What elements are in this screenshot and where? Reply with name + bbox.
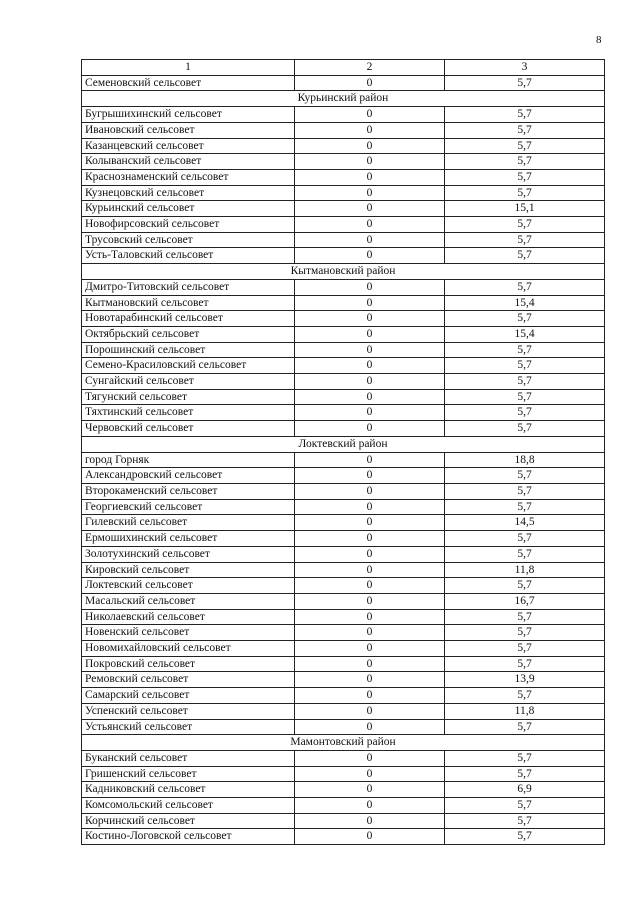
row-col3-cell: 5,7 [445, 122, 605, 138]
row-name-cell: Александровский сельсовет [82, 468, 295, 484]
row-name-cell: Самарский сельсовет [82, 688, 295, 704]
row-col3-cell: 5,7 [445, 138, 605, 154]
district-header-row [82, 735, 605, 751]
row-col3-cell: 14,5 [445, 515, 605, 531]
row-name-cell: Кузнецовский сельсовет [82, 185, 295, 201]
table-row [82, 766, 605, 782]
row-name-cell: Курьинский сельсовет [82, 201, 295, 217]
table-row [82, 326, 605, 342]
row-col2-cell: 0 [295, 279, 445, 295]
row-col3-cell: 5,7 [445, 154, 605, 170]
table-row [82, 641, 605, 657]
row-name-cell: Червовский сельсовет [82, 421, 295, 437]
row-col3-cell: 5,7 [445, 107, 605, 123]
row-name-cell: Колыванский сельсовет [82, 154, 295, 170]
row-col3-cell: 5,7 [445, 641, 605, 657]
row-name-cell: Семено-Красиловский сельсовет [82, 358, 295, 374]
row-col2-cell: 0 [295, 311, 445, 327]
row-name-cell: Тягунский сельсовет [82, 389, 295, 405]
row-col3-cell: 5,7 [445, 185, 605, 201]
table-row [82, 798, 605, 814]
row-col3-cell: 5,7 [445, 358, 605, 374]
district-name: Мамонтовский район [82, 735, 605, 751]
row-col2-cell: 0 [295, 719, 445, 735]
table-row [82, 688, 605, 704]
table-row [82, 609, 605, 625]
row-col3-cell: 5,7 [445, 798, 605, 814]
row-name-cell: Золотухинский сельсовет [82, 546, 295, 562]
row-col2-cell: 0 [295, 546, 445, 562]
table-row [82, 562, 605, 578]
district-header-row [82, 264, 605, 280]
row-col3-cell: 5,7 [445, 483, 605, 499]
row-name-cell: Кытмановский сельсовет [82, 295, 295, 311]
row-name-cell: Октябрьский сельсовет [82, 326, 295, 342]
row-col3-cell: 5,7 [445, 499, 605, 515]
row-col2-cell: 0 [295, 185, 445, 201]
table-body [82, 60, 605, 845]
row-col2-cell: 0 [295, 326, 445, 342]
table-row [82, 248, 605, 264]
table-row [82, 311, 605, 327]
row-col3-cell: 5,7 [445, 421, 605, 437]
row-col3-cell: 5,7 [445, 719, 605, 735]
row-col3-cell: 5,7 [445, 766, 605, 782]
table-row [82, 750, 605, 766]
row-col3-cell: 5,7 [445, 169, 605, 185]
row-name-cell: Георгиевский сельсовет [82, 499, 295, 515]
district-name: Курьинский район [82, 91, 605, 107]
row-col3-cell: 5,7 [445, 578, 605, 594]
row-col3-cell: 5,7 [445, 829, 605, 845]
table-row [82, 813, 605, 829]
row-name-cell: Бугрышихинский сельсовет [82, 107, 295, 123]
row-col2-cell: 0 [295, 641, 445, 657]
row-col2-cell: 0 [295, 421, 445, 437]
row-name-cell: Порошинский сельсовет [82, 342, 295, 358]
table-row [82, 405, 605, 421]
table-row [82, 515, 605, 531]
row-col2-cell: 0 [295, 813, 445, 829]
table-row [82, 625, 605, 641]
row-name-cell: Семеновский сельсовет [82, 75, 295, 91]
table-row [82, 154, 605, 170]
table-row [82, 107, 605, 123]
table-header-row [82, 60, 605, 76]
row-col3-cell: 5,7 [445, 609, 605, 625]
row-name-cell: Новенский сельсовет [82, 625, 295, 641]
row-name-cell: Второкаменский сельсовет [82, 483, 295, 499]
row-col3-cell: 5,7 [445, 389, 605, 405]
row-name-cell: Буканский сельсовет [82, 750, 295, 766]
row-col2-cell: 0 [295, 169, 445, 185]
row-col2-cell: 0 [295, 798, 445, 814]
table-row [82, 672, 605, 688]
row-col3-cell: 15,4 [445, 326, 605, 342]
district-header-row [82, 436, 605, 452]
row-col3-cell: 5,7 [445, 750, 605, 766]
row-col2-cell: 0 [295, 374, 445, 390]
table-row [82, 389, 605, 405]
row-name-cell: Кадниковский сельсовет [82, 782, 295, 798]
row-name-cell: Новофирсовский сельсовет [82, 217, 295, 233]
table-row [82, 169, 605, 185]
table-row [82, 782, 605, 798]
table-row [82, 185, 605, 201]
header-col-2: 2 [295, 60, 445, 76]
row-name-cell: Ивановский сельсовет [82, 122, 295, 138]
row-col3-cell: 13,9 [445, 672, 605, 688]
data-table [81, 59, 605, 845]
row-col2-cell: 0 [295, 750, 445, 766]
table-row [82, 546, 605, 562]
row-name-cell: Новотарабинский сельсовет [82, 311, 295, 327]
row-col2-cell: 0 [295, 107, 445, 123]
row-col3-cell: 5,7 [445, 248, 605, 264]
table-row [82, 468, 605, 484]
row-col2-cell: 0 [295, 782, 445, 798]
row-col3-cell: 16,7 [445, 593, 605, 609]
table-row [82, 75, 605, 91]
row-col2-cell: 0 [295, 625, 445, 641]
row-name-cell: Успенский сельсовет [82, 703, 295, 719]
row-col3-cell: 5,7 [445, 688, 605, 704]
header-col-3: 3 [445, 60, 605, 76]
row-col3-cell: 15,4 [445, 295, 605, 311]
row-col3-cell: 5,7 [445, 311, 605, 327]
row-col2-cell: 0 [295, 656, 445, 672]
header-col-1: 1 [82, 60, 295, 76]
row-name-cell: Казанцевский сельсовет [82, 138, 295, 154]
row-col2-cell: 0 [295, 232, 445, 248]
row-name-cell: Покровский сельсовет [82, 656, 295, 672]
table-row [82, 452, 605, 468]
row-col2-cell: 0 [295, 389, 445, 405]
row-name-cell: город Горняк [82, 452, 295, 468]
row-col3-cell: 5,7 [445, 342, 605, 358]
table-row [82, 342, 605, 358]
row-col2-cell: 0 [295, 154, 445, 170]
row-col2-cell: 0 [295, 672, 445, 688]
row-col3-cell: 15,1 [445, 201, 605, 217]
table-row [82, 122, 605, 138]
row-name-cell: Устьянский сельсовет [82, 719, 295, 735]
table-row [82, 719, 605, 735]
row-name-cell: Ермошихинский сельсовет [82, 531, 295, 547]
row-col2-cell: 0 [295, 342, 445, 358]
row-col2-cell: 0 [295, 766, 445, 782]
row-col3-cell: 11,8 [445, 703, 605, 719]
row-name-cell: Костино-Логовской сельсовет [82, 829, 295, 845]
row-col2-cell: 0 [295, 499, 445, 515]
row-col2-cell: 0 [295, 122, 445, 138]
table-row [82, 703, 605, 719]
row-col3-cell: 5,7 [445, 75, 605, 91]
row-col2-cell: 0 [295, 405, 445, 421]
row-col3-cell: 18,8 [445, 452, 605, 468]
row-name-cell: Комсомольский сельсовет [82, 798, 295, 814]
row-col2-cell: 0 [295, 562, 445, 578]
row-col2-cell: 0 [295, 829, 445, 845]
row-col3-cell: 5,7 [445, 279, 605, 295]
table-row [82, 656, 605, 672]
table-row [82, 138, 605, 154]
row-col3-cell: 5,7 [445, 374, 605, 390]
row-col3-cell: 5,7 [445, 468, 605, 484]
row-col3-cell: 5,7 [445, 217, 605, 233]
row-col3-cell: 6,9 [445, 782, 605, 798]
table-row [82, 829, 605, 845]
row-col2-cell: 0 [295, 578, 445, 594]
table-row [82, 201, 605, 217]
row-col2-cell: 0 [295, 531, 445, 547]
table-row [82, 531, 605, 547]
row-col2-cell: 0 [295, 138, 445, 154]
table-row [82, 232, 605, 248]
row-name-cell: Дмитро-Титовский сельсовет [82, 279, 295, 295]
row-col3-cell: 11,8 [445, 562, 605, 578]
row-name-cell: Усть-Таловский сельсовет [82, 248, 295, 264]
row-col2-cell: 0 [295, 483, 445, 499]
table-row [82, 578, 605, 594]
table-row [82, 217, 605, 233]
row-col3-cell: 5,7 [445, 625, 605, 641]
row-col2-cell: 0 [295, 609, 445, 625]
row-name-cell: Масальский сельсовет [82, 593, 295, 609]
row-name-cell: Кировский сельсовет [82, 562, 295, 578]
row-col2-cell: 0 [295, 358, 445, 374]
district-name: Локтевский район [82, 436, 605, 452]
row-col2-cell: 0 [295, 593, 445, 609]
row-name-cell: Локтевский сельсовет [82, 578, 295, 594]
row-name-cell: Сунгайский сельсовет [82, 374, 295, 390]
page-number: 8 [596, 34, 602, 46]
row-col3-cell: 5,7 [445, 531, 605, 547]
row-name-cell: Краснознаменский сельсовет [82, 169, 295, 185]
row-name-cell: Гришенский сельсовет [82, 766, 295, 782]
row-col2-cell: 0 [295, 75, 445, 91]
table-row [82, 421, 605, 437]
row-col3-cell: 5,7 [445, 813, 605, 829]
row-name-cell: Трусовский сельсовет [82, 232, 295, 248]
row-name-cell: Новомихайловский сельсовет [82, 641, 295, 657]
row-col2-cell: 0 [295, 248, 445, 264]
table-row [82, 295, 605, 311]
row-col3-cell: 5,7 [445, 656, 605, 672]
row-col2-cell: 0 [295, 217, 445, 233]
table-row [82, 358, 605, 374]
table-row [82, 279, 605, 295]
table-row [82, 593, 605, 609]
table-row [82, 483, 605, 499]
row-col3-cell: 5,7 [445, 405, 605, 421]
row-name-cell: Николаевский сельсовет [82, 609, 295, 625]
row-name-cell: Ремовский сельсовет [82, 672, 295, 688]
row-col2-cell: 0 [295, 688, 445, 704]
row-name-cell: Тяхтинский сельсовет [82, 405, 295, 421]
row-col2-cell: 0 [295, 452, 445, 468]
district-name: Кытмановский район [82, 264, 605, 280]
row-name-cell: Корчинский сельсовет [82, 813, 295, 829]
row-col3-cell: 5,7 [445, 546, 605, 562]
row-col2-cell: 0 [295, 468, 445, 484]
district-header-row [82, 91, 605, 107]
row-col2-cell: 0 [295, 201, 445, 217]
row-name-cell: Гилевский сельсовет [82, 515, 295, 531]
table-row [82, 374, 605, 390]
row-col3-cell: 5,7 [445, 232, 605, 248]
row-col2-cell: 0 [295, 703, 445, 719]
row-col2-cell: 0 [295, 295, 445, 311]
table-row [82, 499, 605, 515]
row-col2-cell: 0 [295, 515, 445, 531]
